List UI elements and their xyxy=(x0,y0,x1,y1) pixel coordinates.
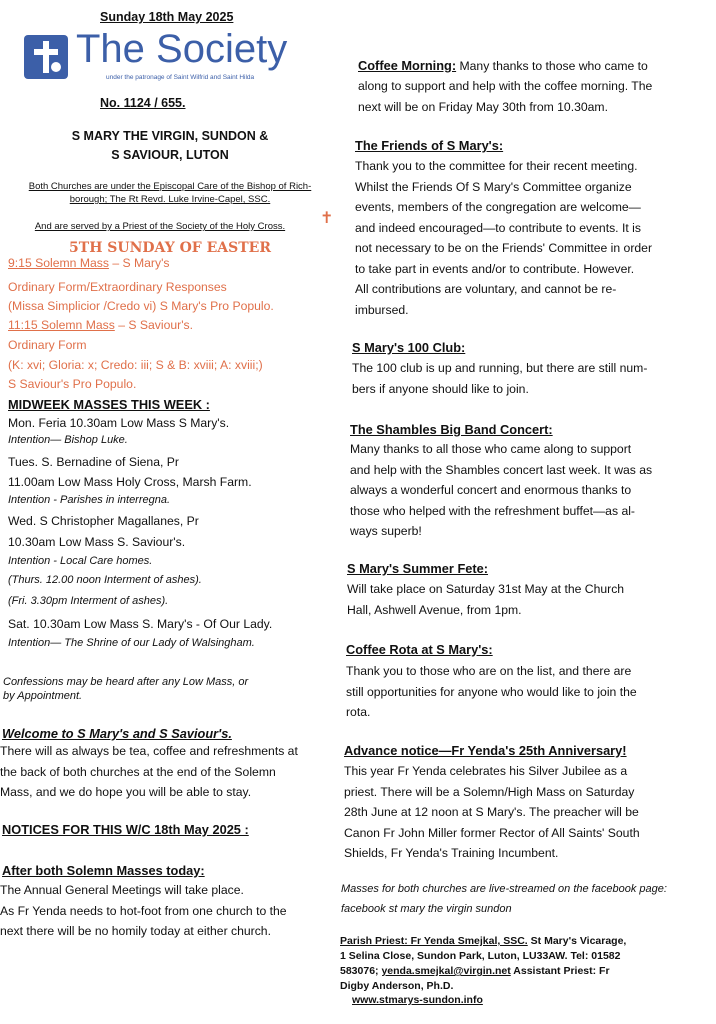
shambles-line: Many thanks to all those who came along to support xyxy=(350,442,632,456)
friends-line: All contributions are voluntary, and cannot be re- xyxy=(355,282,617,296)
mass-intention: (Fri. 3.30pm Interment of ashes). xyxy=(8,595,169,607)
friends-line: Thank you to the committee for their recent meeting. xyxy=(355,159,638,173)
advance-line: This year Fr Yenda celebrates his Silver Jubilee as a xyxy=(344,764,628,778)
mass-entry: Tues. S. Bernadine of Siena, Pr xyxy=(8,455,179,469)
mass-entry: Sat. 10.30am Low Mass S. Mary's - Of Our Lady. xyxy=(8,617,273,631)
sunday-line xyxy=(8,280,227,294)
phone-end: 583076; xyxy=(340,965,382,977)
mass-detail: (K: xvi; Gloria: x; Credo: iii; S & B: xviii; A: xviii;) xyxy=(8,358,263,372)
shambles-line: always a wonderful concert and enormous thanks to xyxy=(350,483,632,497)
welcome-line: There will as always be tea, coffee and refreshments at xyxy=(0,744,298,758)
shambles-line: and help with the Shambles concert last week. It was as xyxy=(350,462,653,477)
fete-line: Will take place on Saturday 31st May at the Church xyxy=(347,582,625,596)
sunday-line xyxy=(8,256,170,270)
advance-line: 28th June at 12 noon at S Mary's. The preacher will be xyxy=(344,805,639,819)
advance-notice-title: Advance notice—Fr Yenda's 25th Anniversary! xyxy=(344,743,627,758)
mass-entry: 10.30am Low Mass S. Saviour's. xyxy=(8,535,186,549)
after-masses-title: After both Solemn Masses today: xyxy=(2,863,205,878)
website-link[interactable]: www.stmarys-sundon.info xyxy=(352,994,483,1006)
shambles-line: those who helped with the refreshment buffet—as al- xyxy=(350,503,635,518)
issue-date: Sunday 18th May 2025 xyxy=(100,10,234,24)
friends-line: to take part in events and/or to contribute. However. xyxy=(355,261,635,276)
mass-entry: Wed. S Christopher Magallanes, Pr xyxy=(8,514,199,528)
advance-line: Canon Fr John Miller former Rector of All Saints' South xyxy=(344,825,640,840)
friends-line: and indeed encouraged—to contribute to events. It is xyxy=(355,220,641,235)
rota-line: still opportunities for anyone who would like to join the xyxy=(346,684,637,699)
friends-line: events, members of the congregation are welcome— xyxy=(355,200,641,214)
coffee-morning-title: Coffee Morning: xyxy=(358,58,457,73)
sunday-line xyxy=(8,318,193,332)
mass-detail: Ordinary Form xyxy=(8,338,87,352)
club-title: S Mary's 100 Club: xyxy=(352,340,466,355)
club-line: bers if anyone should like to join. xyxy=(352,381,529,396)
shambles-line: ways superb! xyxy=(350,524,422,538)
rota-line: rota. xyxy=(346,705,371,719)
contact-line4: Digby Anderson, Ph.D. xyxy=(340,980,454,992)
midweek-title: MIDWEEK MASSES THIS WEEK : xyxy=(8,397,210,412)
logo-subtitle: under the patronage of Saint Wilfrid and Saint Hilda xyxy=(106,74,255,81)
sunday-line xyxy=(8,299,274,313)
sunday-line xyxy=(8,377,136,391)
rota-title: Coffee Rota at S Mary's: xyxy=(346,642,493,657)
mass-entry: 11.00am Low Mass Holy Cross, Marsh Farm. xyxy=(8,475,252,489)
coffee-line: along to support and help with the coffee morning. The xyxy=(358,79,653,93)
shambles-title: The Shambles Big Band Concert: xyxy=(350,422,553,437)
issue-number: No. 1124 / 655. xyxy=(100,96,186,110)
rota-line: Thank you to those who are on the list, and there are xyxy=(346,664,632,678)
advance-line: Shields, Fr Yenda's Training Incumbent. xyxy=(344,846,559,860)
mass-detail: Ordinary Form/Extraordinary Responses xyxy=(8,280,227,294)
logo-title: The Society xyxy=(76,27,288,71)
contact-line1 xyxy=(340,935,626,947)
friends-line: not necessary to be on the Friends' Committee in order xyxy=(355,241,653,255)
served-by-line: And are served by a Priest of the Society of the Holy Cross. xyxy=(34,221,286,232)
vicarage: St Mary's Vicarage, xyxy=(527,935,627,947)
friends-line: Whilst the Friends Of S Mary's Committee organize xyxy=(355,179,632,194)
after-line: As Fr Yenda needs to hot-foot from one church to the xyxy=(0,903,287,918)
parish-name-line1: S MARY THE VIRGIN, SUNDON & xyxy=(71,129,269,143)
fete-title: S Mary's Summer Fete: xyxy=(347,561,489,576)
friends-title: The Friends of S Mary's: xyxy=(355,138,504,153)
mass-detail: S Saviour's Pro Populo. xyxy=(8,377,137,391)
sunday-title: 5TH SUNDAY OF EASTER xyxy=(69,240,271,256)
sunday-line xyxy=(8,338,87,352)
advance-line: priest. There will be a Solemn/High Mass on Saturday xyxy=(344,784,635,799)
mass-detail: (Missa Simplicior /Credo vi) S Mary's Pro Populo. xyxy=(8,299,274,313)
after-line: next there will be no homily today at either church. xyxy=(0,924,271,938)
episcopal-care-line1: Both Churches are under the Episcopal Care of the Bishop of Rich- xyxy=(28,181,312,192)
society-cross-icon xyxy=(22,33,70,81)
assistant-priest: Assistant Priest: Fr xyxy=(510,965,610,977)
mass-intention: Intention— The Shrine of our Lady of Walsingham. xyxy=(8,637,255,649)
club-line: The 100 club is up and running, but there are still num- xyxy=(352,361,648,375)
confessions-line1: Confessions may be heard after any Low Mass, or xyxy=(3,676,249,688)
mass-time: 9:15 Solemn Mass xyxy=(8,256,109,270)
notices-title: NOTICES FOR THIS W/C 18th May 2025 : xyxy=(2,822,249,837)
red-cross-icon: ✝ xyxy=(320,210,334,227)
sunday-line xyxy=(8,358,263,372)
mass-detail: – S Saviour's. xyxy=(114,318,194,332)
confessions-line2: by Appointment. xyxy=(3,690,83,702)
coffee-morning-text-start: Many thanks to those who came to xyxy=(456,59,648,73)
email-link[interactable]: yenda.smejkal@virgin.net xyxy=(381,965,511,977)
mass-time: 11:15 Solemn Mass xyxy=(8,318,115,332)
coffee-line: next will be on Friday May 30th from 10.30am. xyxy=(358,99,608,114)
contact-line2: 1 Selina Close, Sundon Park, Luton, LU33AW. Tel: 01582 xyxy=(340,950,621,962)
parish-name-line2: S SAVIOUR, LUTON xyxy=(111,148,229,162)
episcopal-care-line2: borough; The Rt Revd. Luke Irvine-Capel, SSC. xyxy=(69,194,271,205)
after-line: The Annual General Meetings will take place. xyxy=(0,883,244,897)
livestream-line: facebook st mary the virgin sundon xyxy=(341,903,512,915)
livestream-line: Masses for both churches are live-streamed on the facebook page: xyxy=(341,883,667,895)
mass-detail: – S Mary's xyxy=(108,256,170,270)
coffee-morning-firstline xyxy=(358,58,648,73)
mass-intention: Intention - Parishes in interregna. xyxy=(8,494,171,506)
society-logo xyxy=(22,27,332,83)
contact-line3 xyxy=(340,965,610,977)
fete-line: Hall, Ashwell Avenue, from 1pm. xyxy=(347,602,522,617)
mass-intention: (Thurs. 12.00 noon Interment of ashes). xyxy=(8,574,202,586)
welcome-line: Mass, and we do hope you will be able to stay. xyxy=(0,785,252,799)
friends-line: imbursed. xyxy=(355,302,409,317)
parish-priest: Parish Priest: Fr Yenda Smejkal, SSC. xyxy=(340,935,528,947)
welcome-line: the back of both churches at the end of the Solemn xyxy=(0,764,276,779)
welcome-title: Welcome to S Mary's and S Saviour's. xyxy=(2,726,232,741)
mass-intention: Intention— Bishop Luke. xyxy=(8,434,128,446)
mass-entry: Mon. Feria 10.30am Low Mass S Mary's. xyxy=(8,416,230,430)
mass-intention: Intention - Local Care homes. xyxy=(8,555,153,567)
